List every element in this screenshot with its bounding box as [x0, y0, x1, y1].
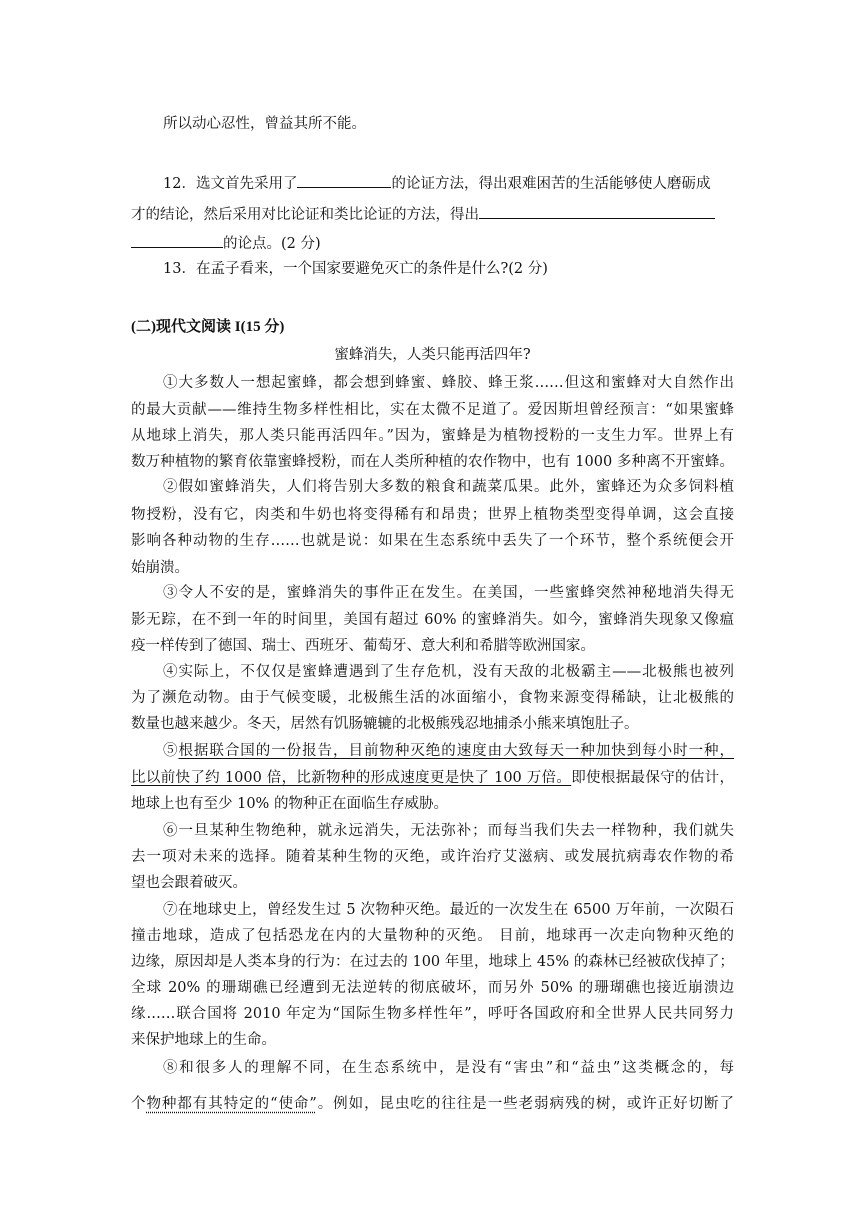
underlined-sentence: 根据联合国的一份报告，目前物种灭绝的速度由大致每天一种加快到每小时一种，: [178, 743, 735, 759]
paragraph-4-line: 为了濒危动物。由于气候变暖，北极熊生活的冰面缩小，食物来源变得稀缺，让北极熊的: [131, 690, 734, 706]
question-12-text: 的论点。(2 分): [223, 236, 321, 252]
paragraph-5-text: 即使根据最保守的估计，: [571, 770, 735, 786]
paragraph-5-line: [163, 741, 734, 761]
paragraph-5-number: ⑤: [163, 743, 179, 759]
paragraph-5-line: 地球上也有至少 10% 的物种正在面临生存威胁。: [131, 796, 448, 812]
question-12-text: 12．选文首先采用了: [163, 176, 298, 192]
paragraph-7-line: 全球 20% 的珊瑚礁已经遭到无法逆转的彻底破坏，而另外 50% 的珊瑚礁也接近崩溃边: [131, 980, 734, 996]
paragraph-3-line: ③令人不安的是，蜜蜂消失的事件正在发生。在美国，一些蜜蜂突然神秘地消失得无: [163, 585, 734, 601]
answer-blank: [131, 231, 223, 248]
paragraph-1-line: 数万种植物的繁育依靠蜜蜂授粉，而在人类所种植的农作物中，也有 1000 多种离不开蜜蜂。: [131, 454, 734, 470]
question-12-text: 的论证方法，得出艰难困苦的生活能够使人磨砺成: [391, 176, 711, 192]
emphasis-dotted-text: 物种都有其特定的“使命”: [146, 1096, 317, 1112]
paragraph-6-line: 去一项对未来的选择。随着某种生物的灭绝，或许治疗艾滋病、或发展抗病毒农作物的希: [131, 849, 734, 865]
paragraph-2-line: 影响各种动物的生存……也就是说：如果在生态系统中丢失了一个环节，整个系统便会开: [131, 533, 734, 549]
paragraph-3-line: 影无踪，在不到一年的时间里，美国有超过 60% 的蜜蜂消失。如今，蜜蜂消失现象又像瘟: [131, 612, 734, 628]
paragraph-8-text: 个: [131, 1096, 147, 1112]
paragraph-7-line: 边缘，原因却是人类本身的行为：在过去的 100 年里，地球上 45% 的森林已经被砍伐掉了；: [131, 954, 734, 970]
paragraph-2-line: 始崩溃。: [131, 560, 189, 576]
paragraph-7-line: 来保护地球上的生命。: [131, 1032, 276, 1048]
article-title: 蜜蜂消失，人类只能再活四年?: [334, 347, 531, 363]
paragraph-5-line: [131, 768, 734, 788]
paragraph-3-line: 疫一样传到了德国、瑞士、西班牙、葡萄牙、意大利和希腊等欧洲国家。: [131, 638, 595, 654]
paragraph-6-line: ⑥一旦某种生物绝种，就永远消失，无法弥补；而每当我们失去一样物种，我们就失: [163, 823, 734, 839]
question-12-text: 才的结论，然后采用对比论证和类比论证的方法，得出: [131, 207, 479, 223]
paragraph-7-line: 缘……联合国将 2010 年定为“国际生物多样性年”，呼吁各国政府和全世界人民共同努力: [131, 1006, 734, 1022]
question-13: 13．在孟子看来，一个国家要避免灭亡的条件是什么?(2 分): [163, 261, 548, 277]
answer-blank: [297, 171, 391, 188]
answer-blank: [479, 202, 715, 219]
section-title: (二)现代文阅读 I(15 分): [131, 319, 285, 335]
paragraph-2-line: 物授粉，没有它，肉类和牛奶也将变得稀有和昂贵；世界上植物类型变得单调，这会直接: [131, 507, 734, 523]
paragraph-1-line: 的最大贡献——维持生物多样性相比，实在太微不足道了。爱因斯坦曾经预言：“如果蜜蜂: [131, 402, 734, 418]
paragraph-8-text: 。例如，昆虫吃的往往是一些老弱病残的树，或许正好切断了: [316, 1096, 734, 1112]
paragraph-8-line: ⑧和很多人的理解不同，在生态系统中，是没有“害虫”和“益虫”这类概念的，每: [163, 1060, 734, 1076]
paragraph-2-line: ②假如蜜蜂消失，人们将告别大多数的粮食和蔬菜瓜果。此外，蜜蜂还为众多饲料植: [163, 479, 734, 495]
paragraph-4-line: 数量也越来越少。冬天，居然有饥肠辘辘的北极熊残忍地捕杀小熊来填饱肚子。: [131, 716, 639, 732]
paragraph-8-line: [131, 1094, 734, 1114]
paragraph-7-line: ⑦在地球史上，曾经发生过 5 次物种灭绝。最近的一次发生在 6500 万年前，一次陨石: [163, 902, 734, 918]
question-12-line-3: [131, 231, 321, 254]
paragraph-1-line: ①大多数人一想起蜜蜂，都会想到蜂蜜、蜂胶、蜂王浆……但这和蜜蜂对大自然作出: [163, 375, 734, 391]
paragraph-1-line: 从地球上消失，那人类只能再活四年。”因为，蜜蜂是为植物授粉的一支生力军。世界上有: [131, 428, 734, 444]
question-12-line-2: [131, 202, 715, 225]
question-12-line-1: [163, 171, 710, 194]
previous-text-line: 所以动心忍性，曾益其所不能。: [163, 116, 366, 132]
paragraph-4-line: ④实际上，不仅仅是蜜蜂遭遇到了生存危机，没有天敌的北极霸主——北极熊也被列: [163, 664, 734, 680]
underlined-sentence: 比以前快了约 1000 倍，比新物种的形成速度更是快了 100 万倍。: [131, 770, 572, 786]
paragraph-6-line: 望也会跟着破灭。: [131, 875, 247, 891]
paragraph-7-line: 撞击地球，造成了包括恐龙在内的大量物种的灭绝。 目前，地球再一次走向物种灭绝的: [131, 928, 734, 944]
